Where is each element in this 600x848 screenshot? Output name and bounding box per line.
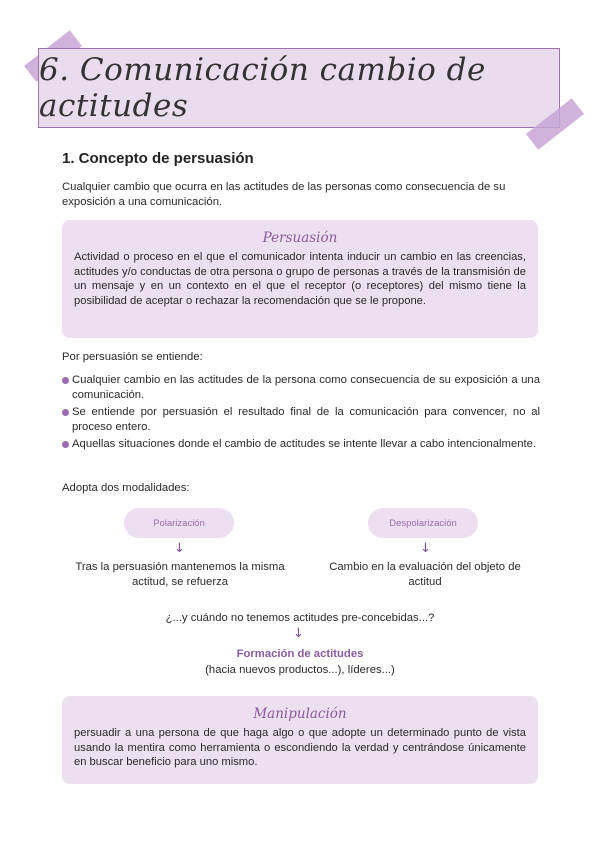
adopta-label: Adopta dos modalidades:	[62, 482, 190, 494]
title-banner	[38, 48, 560, 128]
question-text: ¿...y cuándo no tenemos actitudes pre-concebidas...?	[165, 612, 435, 624]
formacion-title: Formación de actitudes	[236, 648, 364, 660]
persuasion-card	[62, 220, 538, 338]
bullet-dot-icon	[62, 441, 69, 448]
intro-paragraph: Cualquier cambio que ocurra en las actitudes de las personas como consecuencia de su exposición a una comunicación.	[62, 181, 506, 208]
manipulacion-card-title: Manipulación	[253, 706, 347, 722]
formacion-subtitle: (hacia nuevos productos...), líderes...)	[205, 664, 395, 676]
list-item-text: Se entiende por persuasión el resultado final de la comunicación para convencer, no al proceso entero.	[72, 406, 540, 433]
list-item-text: Aquellas situaciones donde el cambio de actitudes se intente llevar a cabo intencionalmente.	[72, 438, 537, 450]
list-item-text: Cualquier cambio en las actitudes de la persona como consecuencia de su exposición a una comunicación.	[72, 374, 540, 401]
arrow-down-icon: ↓	[420, 541, 431, 556]
page-title: 6. Comunicación cambio de actitudes	[39, 52, 486, 124]
bullet-dot-icon	[62, 409, 69, 416]
polarizacion-pill: Polarización	[124, 508, 234, 538]
por-persuasion-label: Por persuasión se entiende:	[62, 351, 203, 363]
manipulacion-card-body: persuadir a una persona de que haga algo o que adopte un determinado punto de vista usando la mentira como herramienta o escondiendo la verdad y centrándose únicamente en buscar beneficio para uno mismo.	[74, 727, 526, 769]
list-item	[62, 437, 540, 452]
section-heading: 1. Concepto de persuasión	[62, 150, 254, 167]
arrow-down-icon: ↓	[293, 626, 304, 641]
bullet-dot-icon	[62, 377, 69, 384]
manipulacion-card	[62, 696, 538, 784]
despolarizacion-pill: Despolarización	[368, 508, 478, 538]
despolarizacion-desc: Cambio en la evaluación del objeto de actitud	[329, 561, 521, 588]
list-item	[62, 405, 540, 435]
bullet-list	[62, 373, 540, 454]
persuasion-card-title: Persuasión	[262, 230, 338, 246]
persuasion-card-body: Actividad o proceso en el que el comunicador intenta inducir un cambio en las creencias, actitudes y/o conductas de otra persona o grupo de personas a través de la transmisión de un mensaje y en un contexto en el que el receptor (o receptores) del mismo tiene la posibilidad de aceptar o rechazar la recomendación que se le propone.	[74, 251, 526, 307]
polarizacion-desc: Tras la persuasión mantenemos la misma actitud, se refuerza	[75, 561, 285, 588]
arrow-down-icon: ↓	[174, 541, 185, 556]
list-item	[62, 373, 540, 403]
